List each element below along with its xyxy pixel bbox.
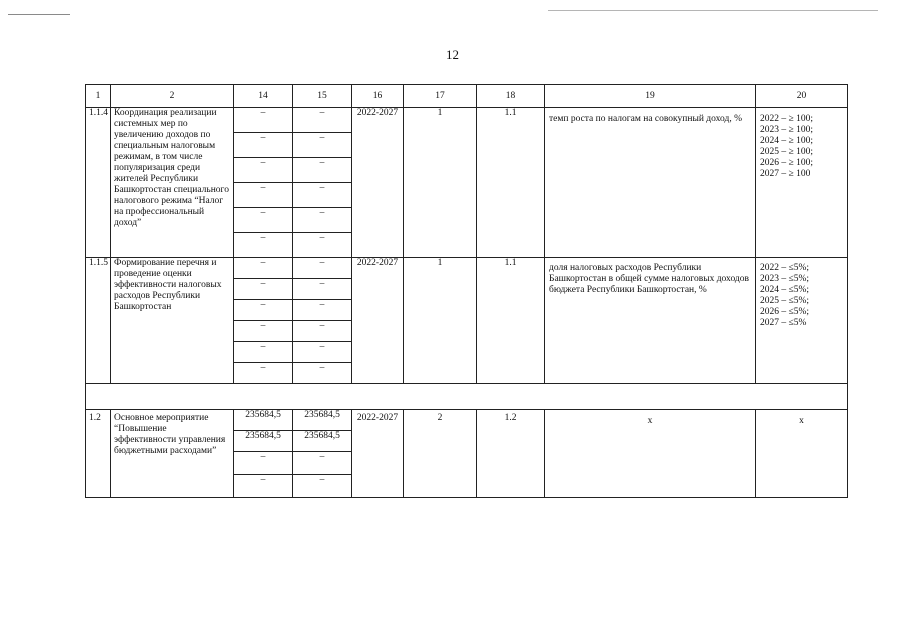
table-row <box>86 108 848 133</box>
target-value: 2024 – ≥ 100; <box>760 136 813 146</box>
target-value: 2024 – ≤5%; <box>760 285 810 295</box>
col15-cell: – <box>293 452 352 475</box>
blank-row <box>86 384 848 410</box>
table-row <box>86 410 848 431</box>
col17-cell: 1 <box>404 108 477 258</box>
col14-cell: – <box>234 158 293 183</box>
col18-cell: 1.1 <box>477 108 545 258</box>
target-value: 2022 – ≥ 100; <box>760 114 813 124</box>
col15-cell: – <box>293 233 352 258</box>
col14-cell: – <box>234 183 293 208</box>
col14-cell: – <box>234 363 293 384</box>
header-col-17: 17 <box>404 85 477 108</box>
col15-cell: 235684,5 <box>293 410 352 431</box>
header-row <box>86 85 848 108</box>
col15-cell: – <box>293 279 352 300</box>
col15-cell: – <box>293 158 352 183</box>
target-value: 2026 – ≥ 100; <box>760 158 813 168</box>
target-values-cell <box>756 108 848 258</box>
blank-cell <box>86 384 848 410</box>
target-value: 2026 – ≤5%; <box>760 307 810 317</box>
col14-cell: – <box>234 258 293 279</box>
scan-artifact-line-left <box>8 14 70 15</box>
col15-cell: 235684,5 <box>293 431 352 452</box>
table-row <box>86 258 848 279</box>
col14-cell: – <box>234 300 293 321</box>
header-col-15: 15 <box>293 85 352 108</box>
col14-cell: – <box>234 208 293 233</box>
page-number: 12 <box>446 47 459 62</box>
target-value: 2027 – ≥ 100 <box>760 169 811 179</box>
target-value: 2027 – ≤5% <box>760 318 807 328</box>
col18-cell: 1.1 <box>477 258 545 384</box>
col15-cell: – <box>293 321 352 342</box>
col15-cell: – <box>293 183 352 208</box>
col15-cell: – <box>293 363 352 384</box>
header-col-1: 1 <box>86 85 111 108</box>
col15-cell: – <box>293 300 352 321</box>
indicator-cell: темп роста по налогам на совокупный доход, % <box>545 108 756 258</box>
activity-name: Координация реализации системных мер по увеличению доходов по специальным налоговым режимам, в том числе популяризация среди жителей Республики Башкортостан специального налогового режима “Налог на профессиональный доход” <box>111 108 234 258</box>
activity-name: Формирование перечня и проведение оценки эффективности налоговых расходов Республики Башкортостан <box>111 258 234 384</box>
indicator-cell: доля налоговых расходов Республики Башкортостан в общей сумме налоговых доходов бюджета Республики Башкортостан, % <box>545 258 756 384</box>
col14-cell: – <box>234 108 293 133</box>
row-number: 1.1.4 <box>86 108 111 258</box>
col18-cell: 1.2 <box>477 410 545 498</box>
col17-cell: 2 <box>404 410 477 498</box>
indicator-cell: x <box>545 410 756 498</box>
col14-cell: – <box>234 133 293 158</box>
col14-cell: – <box>234 233 293 258</box>
col15-cell: – <box>293 258 352 279</box>
col14-cell: – <box>234 475 293 498</box>
col14-cell: – <box>234 279 293 300</box>
col15-cell: – <box>293 108 352 133</box>
target-value: 2023 – ≤5%; <box>760 274 810 284</box>
row-number: 1.2 <box>86 410 111 498</box>
target-value: 2025 – ≤5%; <box>760 296 810 306</box>
target-values-cell <box>756 258 848 384</box>
period-cell: 2022-2027 <box>352 410 404 498</box>
target-values-cell: x <box>756 410 848 498</box>
header-col-18: 18 <box>477 85 545 108</box>
period-cell: 2022-2027 <box>352 108 404 258</box>
target-value: 2025 – ≥ 100; <box>760 147 813 157</box>
col14-cell: 235684,5 <box>234 410 293 431</box>
col14-cell: – <box>234 452 293 475</box>
target-value: 2023 – ≥ 100; <box>760 125 813 135</box>
scan-artifact-line-right <box>548 10 878 11</box>
row-number: 1.1.5 <box>86 258 111 384</box>
col14-cell: 235684,5 <box>234 431 293 452</box>
col15-cell: – <box>293 342 352 363</box>
header-col-19: 19 <box>545 85 756 108</box>
header-col-16: 16 <box>352 85 404 108</box>
col14-cell: – <box>234 321 293 342</box>
document-table <box>85 84 848 498</box>
target-value: 2022 – ≤5%; <box>760 263 810 273</box>
period-cell: 2022-2027 <box>352 258 404 384</box>
header-col-14: 14 <box>234 85 293 108</box>
col15-cell: – <box>293 208 352 233</box>
col15-cell: – <box>293 475 352 498</box>
header-col-2: 2 <box>111 85 234 108</box>
col15-cell: – <box>293 133 352 158</box>
activity-name: Основное мероприятие “Повышение эффективности управления бюджетными расходами” <box>111 410 234 498</box>
col17-cell: 1 <box>404 258 477 384</box>
header-col-20: 20 <box>756 85 848 108</box>
col14-cell: – <box>234 342 293 363</box>
